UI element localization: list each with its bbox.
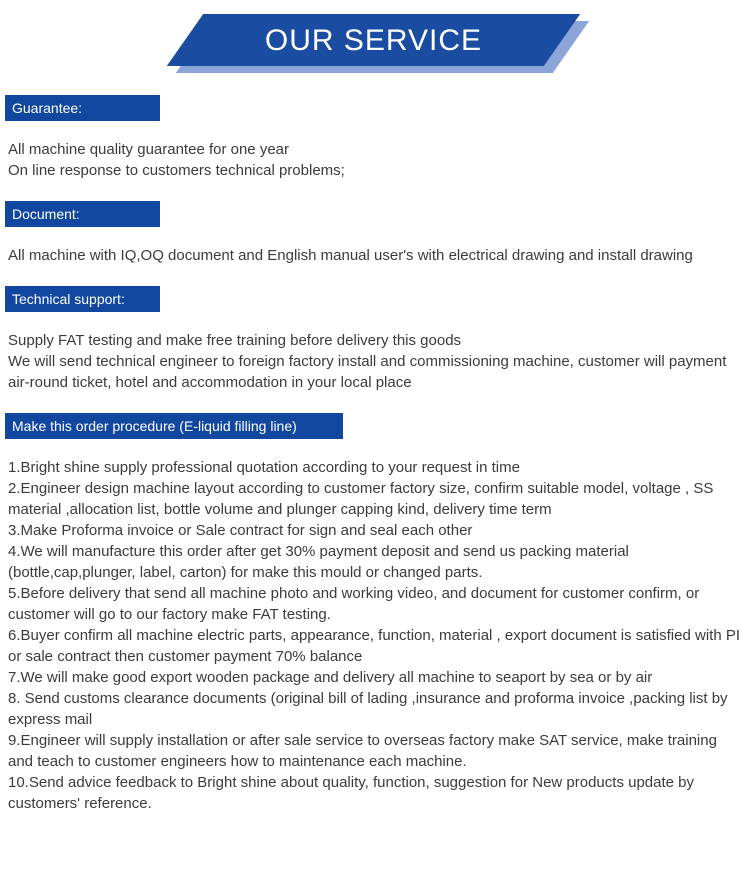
text-line: We will send technical engineer to foreign factory install and commissioning machine, customer will payment air-round ticket, hotel and accommodation in your local place bbox=[8, 353, 727, 391]
section-body-technical-support bbox=[8, 330, 742, 393]
text-line: All machine quality guarantee for one year bbox=[8, 141, 290, 158]
section-header-guarantee: Guarantee: bbox=[5, 95, 160, 121]
text-line: 10.Send advice feedback to Bright shine about quality, function, suggestion for New products update by customers' reference. bbox=[8, 774, 694, 812]
section-guarantee bbox=[0, 95, 750, 181]
text-line: 2.Engineer design machine layout according to customer factory size, confirm suitable model, voltage , SS material ,allocation list, bottle volume and plunger capping kind, delivery time term bbox=[8, 480, 714, 518]
text-line: On line response to customers technical problems; bbox=[8, 162, 345, 179]
section-technical-support bbox=[0, 286, 750, 393]
text-line: Supply FAT testing and make free training before delivery this goods bbox=[8, 332, 462, 349]
text-line: 7.We will make good export wooden package and delivery all machine to seaport by sea or by air bbox=[8, 669, 653, 686]
text-line: 6.Buyer confirm all machine electric parts, appearance, function, material , export document is satisfied with PI or sale contract then customer payment 70% balance bbox=[8, 627, 741, 665]
section-body-guarantee bbox=[8, 139, 742, 181]
text-line: 8. Send customs clearance documents (original bill of lading ,insurance and proforma invoice ,packing list by express mail bbox=[8, 690, 728, 728]
text-line: 9.Engineer will supply installation or after sale service to overseas factory make SAT service, make training and teach to customer engineers how to maintenance each machine. bbox=[8, 732, 717, 770]
section-body-order-procedure bbox=[8, 457, 742, 814]
text-line: 3.Make Proforma invoice or Sale contract for sign and seal each other bbox=[8, 522, 473, 539]
section-header-document: Document: bbox=[5, 201, 160, 227]
section-body-document bbox=[8, 245, 742, 266]
text-line: 1.Bright shine supply professional quotation according to your request in time bbox=[8, 459, 520, 476]
section-order-procedure bbox=[0, 413, 750, 814]
text-line: 5.Before delivery that send all machine photo and working video, and document for customer confirm, or customer will go to our factory make FAT testing. bbox=[8, 585, 700, 623]
page-title: OUR SERVICE bbox=[264, 24, 483, 57]
section-header-order-procedure: Make this order procedure (E-liquid filling line) bbox=[5, 413, 343, 439]
text-line: 4.We will manufacture this order after get 30% payment deposit and send us packing material (bottle,cap,plunger, label, carton) for make this mould or changed parts. bbox=[8, 543, 629, 581]
text-line: All machine with IQ,OQ document and English manual user's with electrical drawing and install drawing bbox=[8, 247, 693, 264]
section-document bbox=[0, 201, 750, 266]
section-header-technical-support: Technical support: bbox=[5, 286, 160, 312]
service-banner bbox=[0, 14, 750, 87]
